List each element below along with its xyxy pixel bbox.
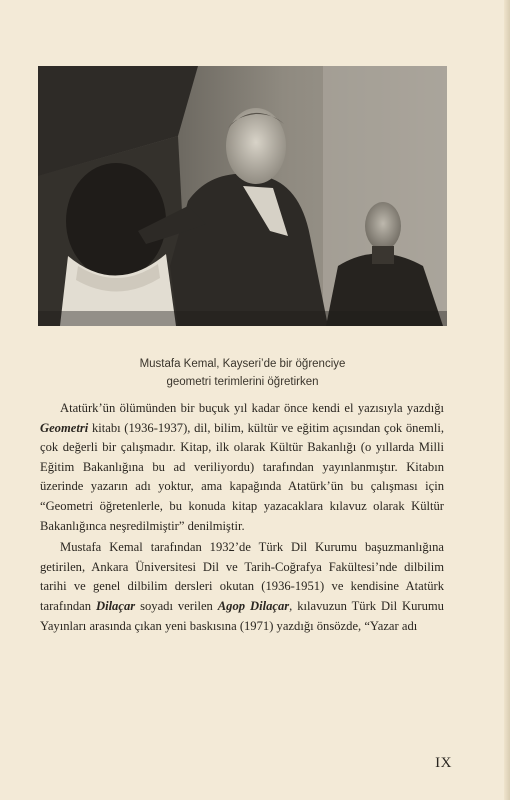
page-edge [504, 0, 510, 800]
page-number: IX [435, 755, 452, 771]
caption-line-1: Mustafa Kemal, Kayseri’de bir öğrenciye [139, 358, 346, 370]
paragraph-1-text-a: Atatürk’ün ölümünden bir buçuk yıl kadar önce kendi el yazısıyla yazdığı [60, 401, 444, 415]
paragraph-2-text-b: soyadı verilen [135, 598, 218, 613]
photograph-image [38, 66, 447, 326]
surname-dilacar: Dilaçar [95, 598, 136, 613]
paragraph-2-text-c: , kılavuzun Türk Dil Kurumu Yayınları arasında çıkan yeni baskısına (1971) yazdığı önsözde, “Yazar adı [40, 598, 444, 633]
paragraph-2-text-a: Mustafa Kemal tarafından 1932’de Türk Dil Kurumu başuzmanlığına getirilen, Ankara Üniversitesi Dil ve Tarih-Coğrafya Fakültesi’nde dilbilim tarihi ve genel dilbilim dersleri okutan (1936-1951) ve kendisine Atatürk tarafından [40, 540, 444, 613]
book-title-geometri: Geometri [40, 420, 89, 435]
paragraph-1 [40, 399, 444, 536]
historical-photograph [38, 66, 447, 326]
caption-line-2: geometri terimlerini öğretirken [166, 376, 319, 388]
paragraph-2 [40, 538, 444, 636]
photo-caption [38, 355, 447, 391]
name-agop-dilacar: Agop Dilaçar [217, 598, 290, 613]
body-text [40, 399, 444, 636]
paragraph-1-text-b: kitabı (1936-1937), dil, bilim, kültür ve eğitim açısından çok önemli, çok değerli bir çalışmadır. Kitap, ilk olarak Kültür Bakanlığı (o yıllarda Milli Eğitim Bakanlığına bu ad veriliyordu) tarafından yayınlanmıştır. Kitabın üzerinde yazarın adı yoktur, ama kapağında Atatürk’ün bu çalışması için “Geometri öğretenlerle, bu konuda kitap yazacaklara kılavuz olarak Kültür Bakanlığınca neşredilmiştir” denilmiştir. [40, 420, 444, 533]
